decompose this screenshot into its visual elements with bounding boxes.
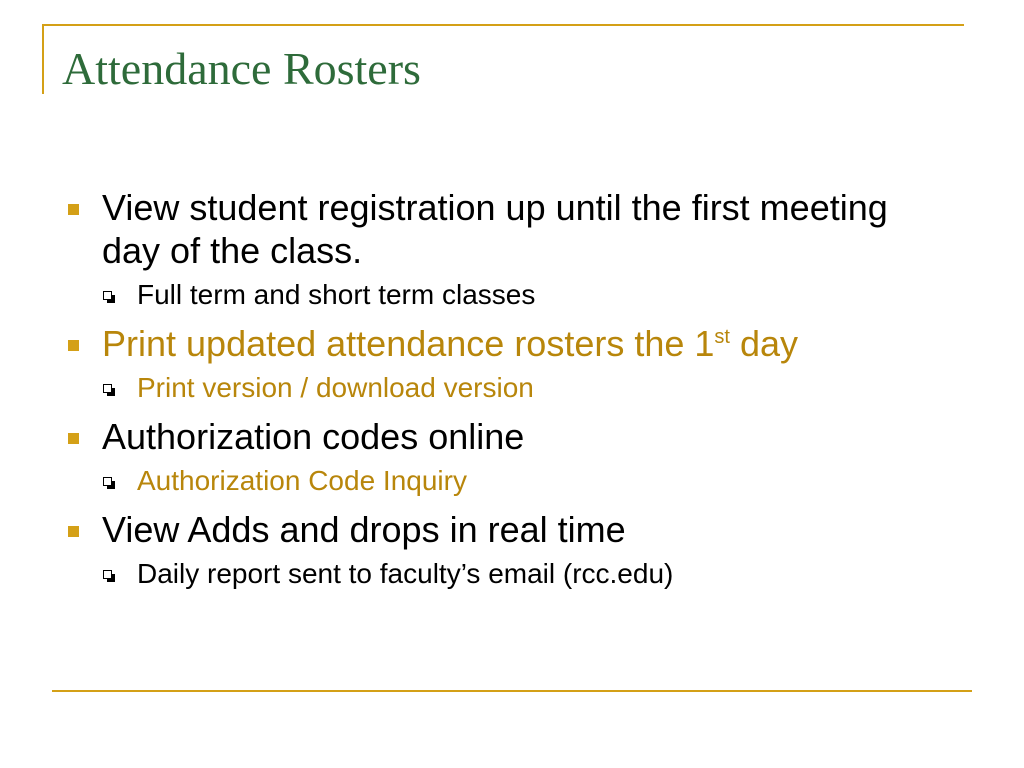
- sub-bullet-link-text[interactable]: Authorization Code Inquiry: [137, 465, 467, 496]
- sub-bullet-item-link[interactable]: [62, 371, 952, 405]
- slide-title: Attendance Rosters: [62, 43, 421, 94]
- square-bullet-icon: [68, 340, 79, 351]
- left-border-line: [42, 24, 44, 94]
- bullet-text-part2: day: [729, 323, 799, 364]
- bullet-item-print-rosters[interactable]: [62, 322, 952, 365]
- sub-bullet-text: Daily report sent to faculty’s email (rcc.edu): [137, 558, 674, 589]
- superscript-st: st: [714, 326, 730, 348]
- bullet-text: Authorization codes online: [102, 416, 525, 457]
- sub-bullet-text: Full term and short term classes: [137, 279, 536, 310]
- bullet-text: View Adds and drops in real time: [102, 509, 626, 550]
- bullet-item-authorization: [62, 415, 952, 458]
- square-bullet-icon: [68, 526, 79, 537]
- hollow-square-bullet-icon: [103, 291, 112, 300]
- bottom-border-line: [52, 690, 972, 692]
- top-border-line: [42, 24, 964, 26]
- square-bullet-icon: [68, 204, 79, 215]
- hollow-square-bullet-icon: [103, 570, 112, 579]
- sub-bullet-link-text[interactable]: Print version / download version: [137, 372, 534, 403]
- bullet-text: View student registration up until the first meeting day of the class.: [102, 187, 888, 271]
- bullet-item-adds-drops: [62, 508, 952, 551]
- bullet-text-part1: Print updated attendance rosters the 1: [102, 323, 715, 364]
- sub-bullet-item: [62, 557, 952, 591]
- bullet-list: [62, 186, 952, 601]
- sub-bullet-item-link[interactable]: [62, 464, 952, 498]
- hollow-square-bullet-icon: [103, 477, 112, 486]
- hollow-square-bullet-icon: [103, 384, 112, 393]
- bullet-item-registration: [62, 186, 952, 272]
- sub-bullet-item: [62, 278, 952, 312]
- square-bullet-icon: [68, 433, 79, 444]
